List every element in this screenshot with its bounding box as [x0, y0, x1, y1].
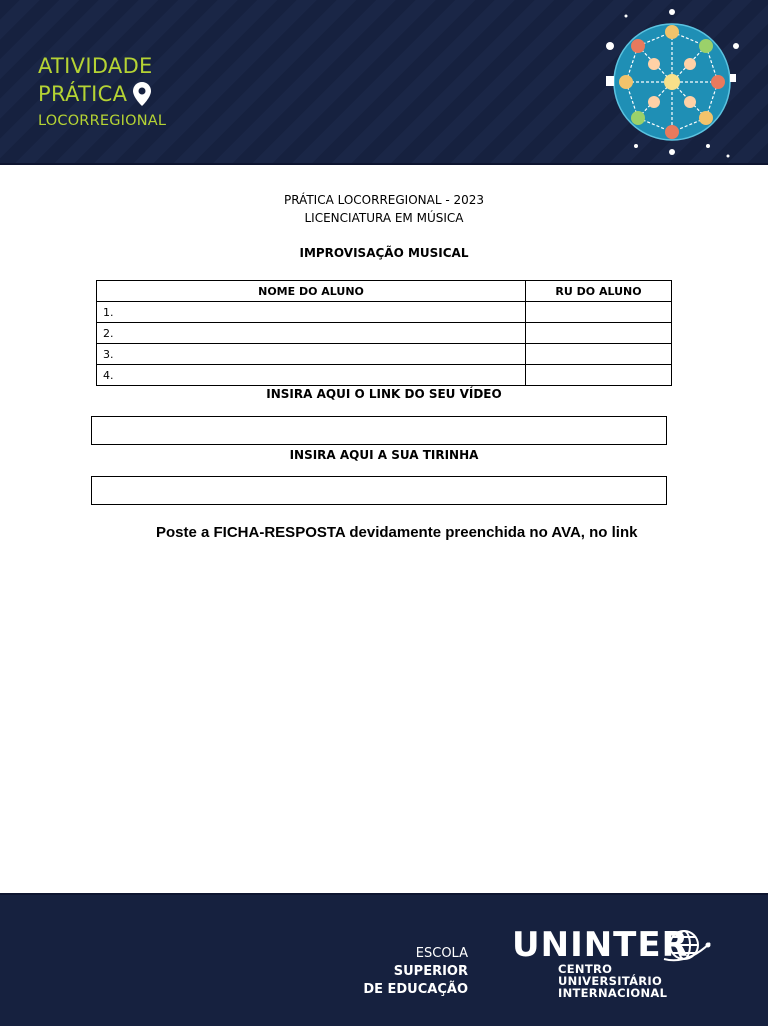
- comic-strip-field[interactable]: [91, 476, 667, 505]
- de-educacao-word: DE EDUCAÇÃO: [363, 982, 468, 997]
- student-ru-cell[interactable]: [526, 302, 672, 323]
- student-ru-cell[interactable]: [526, 344, 672, 365]
- video-link-label: INSIRA AQUI O LINK DO SEU VÍDEO: [266, 387, 502, 401]
- uninter-sub-2: UNIVERSITÁRIO: [558, 974, 663, 988]
- table-header-row: [97, 281, 672, 302]
- student-name-cell[interactable]: 4.: [97, 365, 526, 386]
- student-ru-cell[interactable]: [526, 365, 672, 386]
- course-line: LICENCIATURA EM MÚSICA: [304, 211, 464, 225]
- student-name-cell[interactable]: 1.: [97, 302, 526, 323]
- escola-superior-logo: [342, 945, 468, 999]
- superior-word: SUPERIOR: [393, 964, 468, 979]
- comic-strip-label: INSIRA AQUI A SUA TIRINHA: [289, 448, 479, 462]
- globe-icon: [662, 925, 712, 969]
- table-row: [97, 365, 672, 386]
- practice-year-line: PRÁTICA LOCORREGIONAL - 2023: [283, 193, 485, 207]
- uninter-sub-1: CENTRO: [558, 962, 613, 976]
- brand-line-2: PRÁTICA: [38, 82, 128, 106]
- subject-title: IMPROVISAÇÃO MUSICAL: [299, 246, 469, 260]
- video-link-field[interactable]: [91, 416, 667, 445]
- post-instruction: Poste a FICHA-RESPOSTA devidamente preenchida no AVA, no link: [156, 524, 638, 541]
- uninter-logo-text: UNINTER: [512, 925, 689, 965]
- student-ru-cell[interactable]: [526, 323, 672, 344]
- students-table: [96, 280, 672, 386]
- brand-title: [38, 52, 166, 132]
- student-name-cell[interactable]: 2.: [97, 323, 526, 344]
- people-network-globe-icon: [598, 6, 748, 158]
- header-banner: [0, 0, 768, 165]
- table-row: [97, 323, 672, 344]
- uninter-sub-3: INTERNACIONAL: [558, 986, 668, 1000]
- footer-banner: [0, 893, 768, 1026]
- table-row: [97, 302, 672, 323]
- header-student-name: NOME DO ALUNO: [97, 281, 526, 302]
- brand-line-3: LOCORREGIONAL: [38, 113, 167, 129]
- student-name-cell[interactable]: 3.: [97, 344, 526, 365]
- map-pin-icon: [133, 82, 151, 106]
- table-row: [97, 344, 672, 365]
- header-student-ru: RU DO ALUNO: [526, 281, 672, 302]
- brand-line-1: ATIVIDADE: [38, 54, 153, 78]
- escola-word: ESCOLA: [415, 946, 468, 961]
